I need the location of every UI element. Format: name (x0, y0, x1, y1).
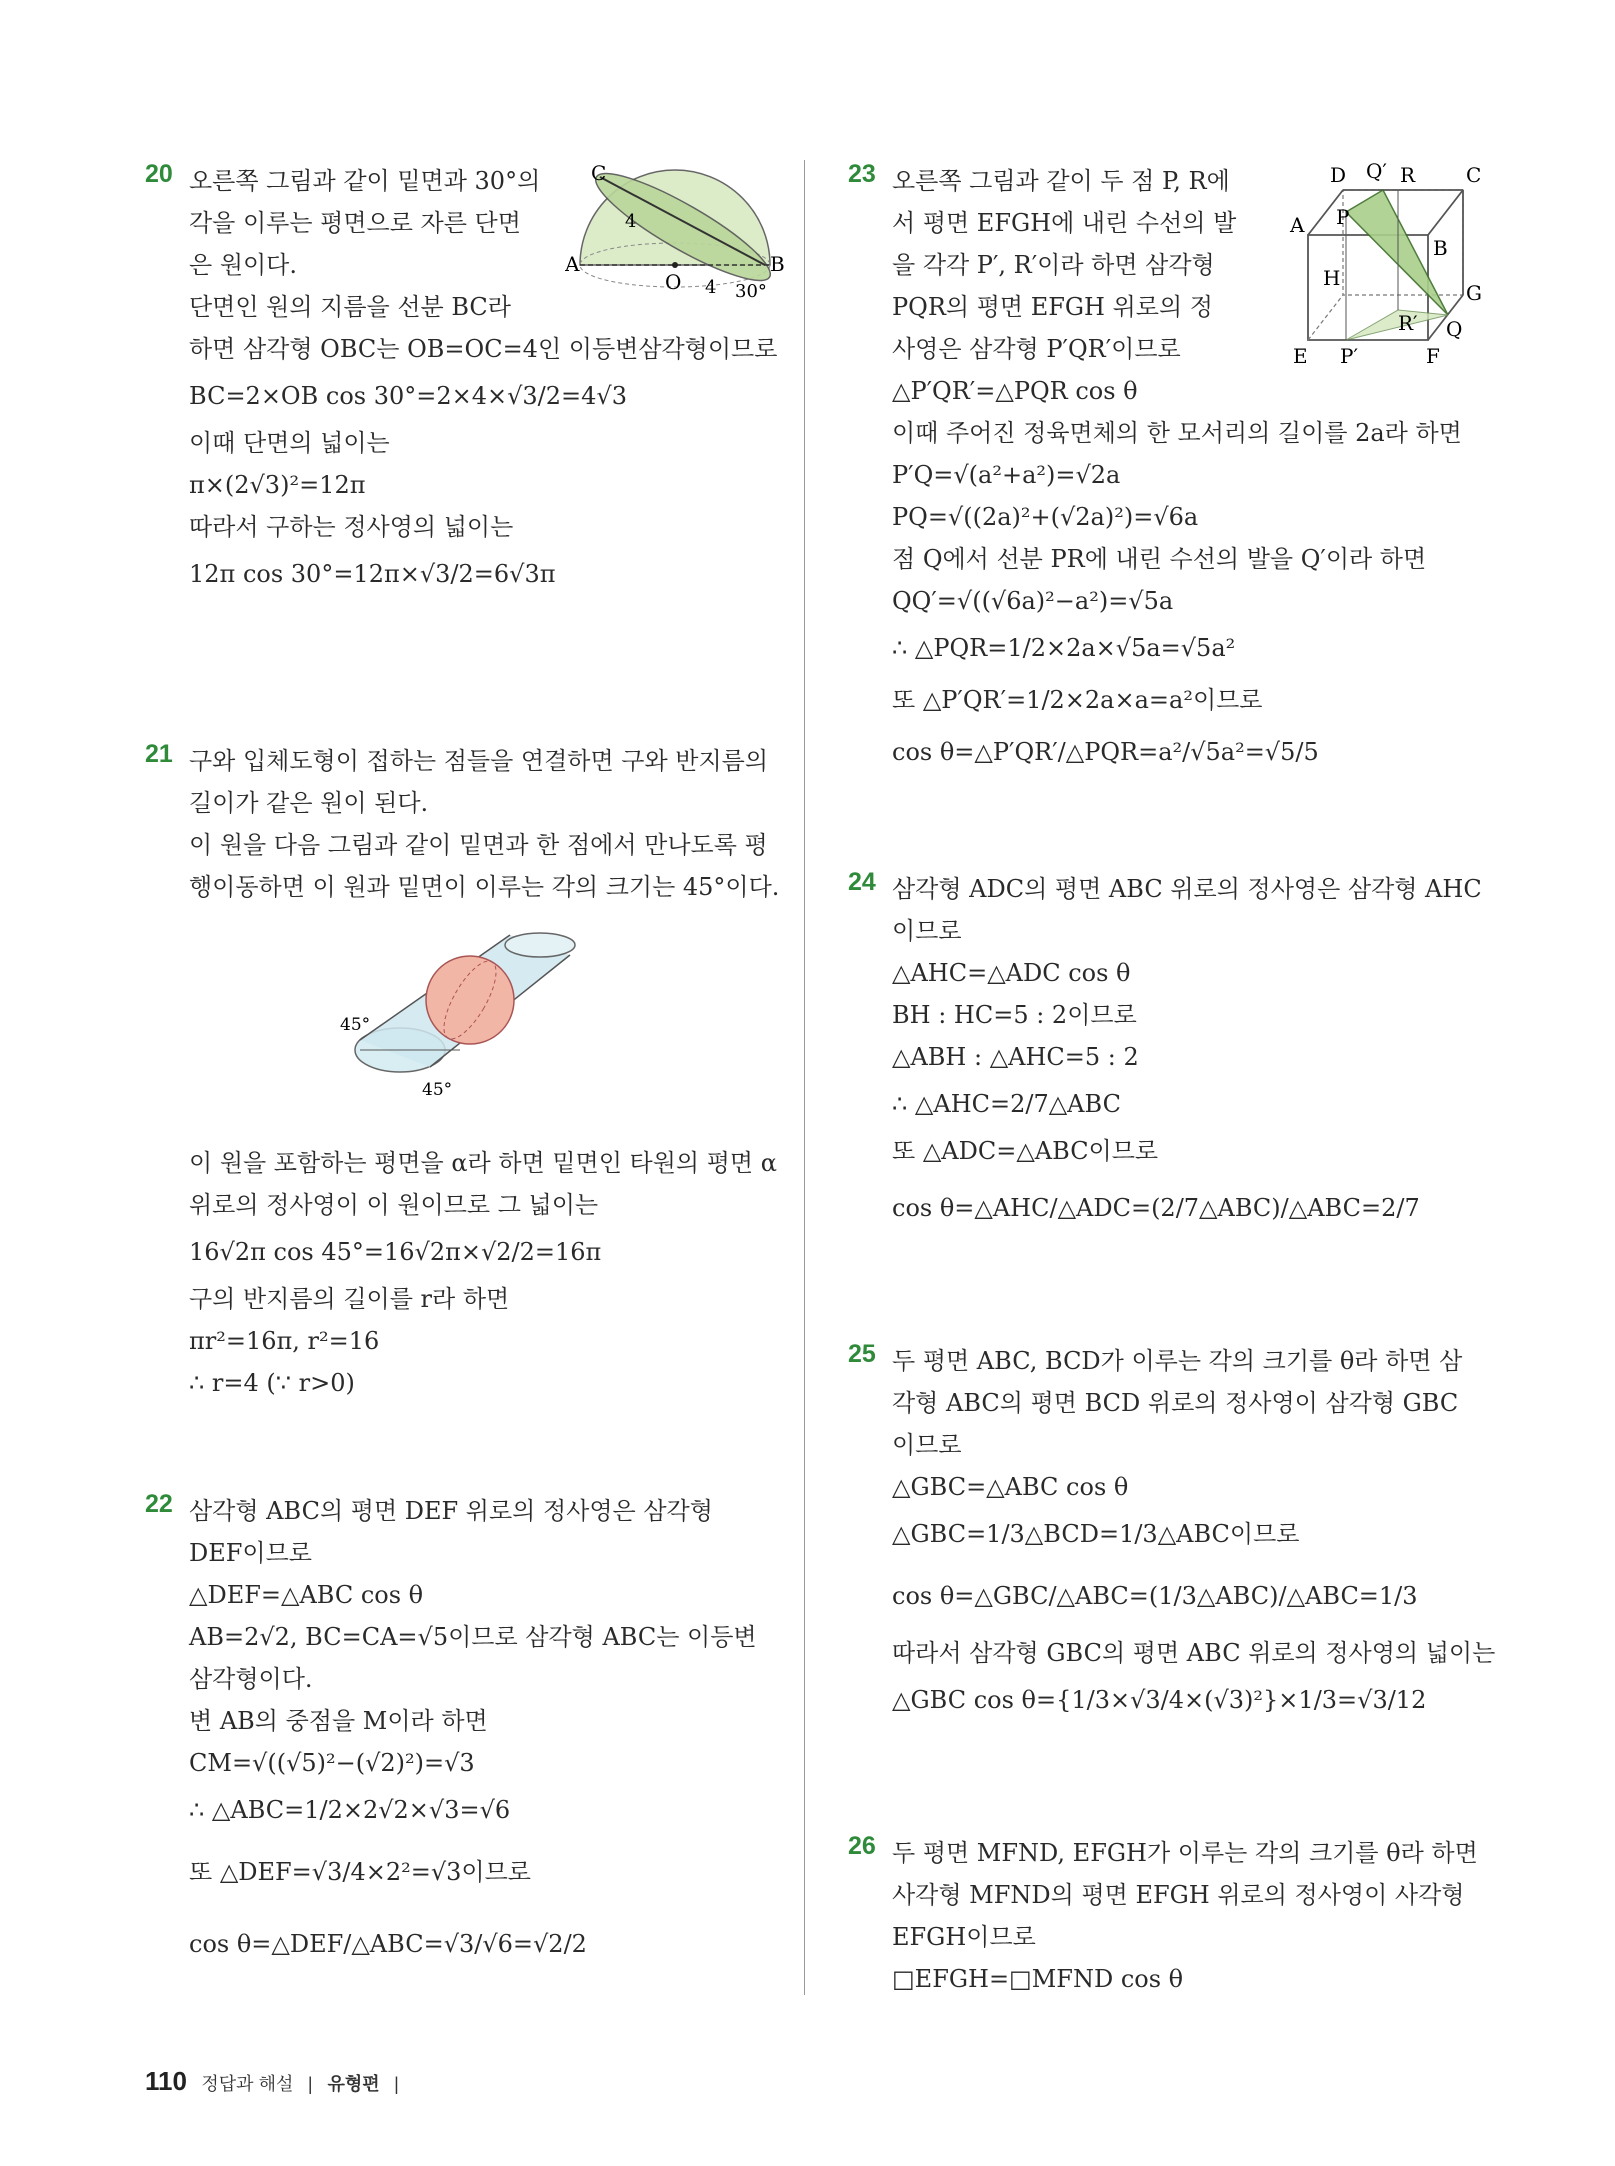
label-e: E (1293, 344, 1308, 368)
label-a: A (565, 252, 580, 276)
label-q-prime: Q′ (1366, 160, 1387, 183)
equation: 12π cos 30°=12π×√3/2=6√3π (189, 560, 556, 588)
text-line: 각형 ABC의 평면 BCD 위로의 정사영이 삼각형 GBC (892, 1389, 1459, 1417)
part-label: 유형편 (327, 2074, 380, 2094)
text-line: 두 평면 ABC, BCD가 이루는 각의 크기를 θ라 하면 삼 (892, 1347, 1463, 1375)
problem-body (892, 868, 1492, 1244)
equation: △GBC=1/3△BCD=1/3△ABC이므로 (892, 1520, 1300, 1548)
cube-figure (1268, 160, 1488, 370)
label-b: B (1433, 236, 1448, 260)
text-line: 삼각형 ADC의 평면 ABC 위로의 정사영은 삼각형 AHC (892, 875, 1482, 903)
equation: 또 △DEF=√3/4×2²=√3이므로 (189, 1858, 531, 1886)
label-a: A (1290, 213, 1305, 237)
text-line: 사각형 MFND의 평면 EFGH 위로의 정사영이 사각형 (892, 1881, 1465, 1909)
equation: △GBC=△ABC cos θ (892, 1473, 1129, 1501)
equation: cos θ=△AHC/△ADC=(2/7△ABC)/△ABC=2/7 (892, 1194, 1420, 1222)
text-line: 오른쪽 그림과 같이 두 점 P, R에 (892, 167, 1230, 195)
text-line: 단면인 원의 지름을 선분 BC라 (189, 293, 511, 321)
text-line: 각을 이루는 평면으로 자른 단면 (189, 209, 521, 237)
equation: △DEF=△ABC cos θ (189, 1581, 424, 1609)
text-line: 두 평면 MFND, EFGH가 이루는 각의 크기를 θ라 하면 (892, 1839, 1478, 1867)
text-line: 점 Q에서 선분 PR에 내린 수선의 발을 Q′이라 하면 (892, 545, 1427, 573)
text-line: 사영은 삼각형 P′QR′이므로 (892, 335, 1181, 363)
label-45deg-2: 45° (422, 1080, 453, 1100)
text-line: 행이동하면 이 원과 밑면이 이루는 각의 크기는 45°이다. (189, 873, 780, 901)
problem-number: 24 (848, 868, 876, 896)
problem-body (189, 1490, 789, 1980)
text-line: 이때 단면의 넓이는 (189, 429, 390, 457)
label-r-prime: R′ (1398, 311, 1418, 335)
text-line: 을 각각 P′, R′이라 하면 삼각형 (892, 251, 1215, 279)
label-b: B (770, 252, 785, 276)
label-c: C (1466, 163, 1482, 187)
label-r: R (1400, 163, 1416, 187)
text-line: 이때 주어진 정육면체의 한 모서리의 길이를 2a라 하면 (892, 419, 1462, 447)
problem-body (892, 1832, 1492, 2000)
label-4b: 4 (705, 277, 717, 298)
problem-number: 21 (145, 740, 173, 768)
problem-number: 23 (848, 160, 876, 188)
text-line: 위로의 정사영이 이 원이므로 그 넓이는 (189, 1191, 599, 1219)
equation: BH : HC=5 : 2이므로 (892, 1001, 1137, 1029)
problem-number: 26 (848, 1832, 876, 1860)
text-line: 또 △ADC=△ABC이므로 (892, 1137, 1159, 1165)
problem-number: 20 (145, 160, 173, 188)
text-line: 이 원을 포함하는 평면을 α라 하면 밑면인 타원의 평면 α (189, 1149, 777, 1177)
text-line: 길이가 같은 원이 된다. (189, 789, 429, 817)
equation: π×(2√3)²=12π (189, 471, 366, 499)
text-line: 이므로 (892, 917, 962, 945)
equation: □EFGH=□MFND cos θ (892, 1965, 1184, 1993)
text-line: 삼각형 ABC의 평면 DEF 위로의 정사영은 삼각형 (189, 1497, 713, 1525)
text-line: 하면 삼각형 OBC는 OB=OC=4인 이등변삼각형이므로 (189, 335, 778, 363)
label-g: G (1466, 281, 1482, 305)
equation: △ABH : △AHC=5 : 2 (892, 1043, 1139, 1071)
text-line: 오른쪽 그림과 같이 밑면과 30°의 (189, 167, 541, 195)
cylinder-sphere-figure (340, 925, 600, 1105)
label-p: P (1336, 205, 1350, 229)
problem-body (892, 1340, 1496, 1726)
label-c: C (591, 165, 607, 185)
text-line: 구와 입체도형이 접하는 점들을 연결하면 구와 반지름의 (189, 747, 769, 775)
equation: △AHC=△ADC cos θ (892, 959, 1131, 987)
text-line: 은 원이다. (189, 251, 297, 279)
text-line: DEF이므로 (189, 1539, 312, 1567)
text-line: 따라서 삼각형 GBC의 평면 ABC 위로의 정사영의 넓이는 (892, 1639, 1496, 1667)
section-label: 정답과 해설 (201, 2074, 294, 2094)
equation: 16√2π cos 45°=16√2π×√2/2=16π (189, 1238, 602, 1266)
column-divider (804, 160, 805, 1995)
equation: PQ=√((2a)²+(√2a)²)=√6a (892, 503, 1199, 531)
label-d: D (1330, 163, 1347, 187)
label-f: F (1426, 344, 1440, 368)
equation: cos θ=△GBC/△ABC=(1/3△ABC)/△ABC=1/3 (892, 1582, 1418, 1610)
label-h: H (1323, 266, 1341, 290)
equation: P′Q=√(a²+a²)=√2a (892, 461, 1121, 489)
equation: ∴ △PQR=1/2×2a×√5a=√5a² (892, 634, 1236, 662)
text-line: 변 AB의 중점을 M이라 하면 (189, 1707, 488, 1735)
equation: ∴ r=4 (∵ r>0) (189, 1369, 355, 1397)
equation: △P′QR′=△PQR cos θ (892, 377, 1138, 405)
equation: QQ′=√((√6a)²−a²)=√5a (892, 587, 1174, 615)
equation: cos θ=△P′QR′/△PQR=a²/√5a²=√5/5 (892, 738, 1319, 766)
text-line: EFGH이므로 (892, 1923, 1036, 1951)
equation: πr²=16π, r²=16 (189, 1327, 380, 1355)
label-30deg: 30° (735, 281, 767, 302)
text-line: 이 원을 다음 그림과 같이 밑면과 한 점에서 만나도록 평 (189, 831, 768, 859)
equation: ∴ △AHC=2/7△ABC (892, 1090, 1121, 1118)
equation: cos θ=△DEF/△ABC=√3/√6=√2/2 (189, 1930, 587, 1958)
equation: CM=√((√5)²−(√2)²)=√3 (189, 1749, 475, 1777)
label-o: O (665, 270, 682, 294)
problem-number: 25 (848, 1340, 876, 1368)
text-line: 이므로 (892, 1431, 962, 1459)
page-number: 110 (145, 2066, 187, 2096)
equation: BC=2×OB cos 30°=2×4×√3/2=4√3 (189, 382, 627, 410)
text-line: 구의 반지름의 길이를 r라 하면 (189, 1285, 510, 1313)
text-line: 삼각형이다. (189, 1665, 313, 1693)
problem-number: 22 (145, 1490, 173, 1518)
label-q: Q (1446, 317, 1463, 341)
page-footer: 110 정답과 해설 | 유형편 | (145, 2066, 399, 2096)
label-45deg-1: 45° (340, 1015, 371, 1035)
equation: 또 △P′QR′=1/2×2a×a=a²이므로 (892, 686, 1263, 714)
text-line: AB=2√2, BC=CA=√5이므로 삼각형 ABC는 이등변 (189, 1623, 757, 1651)
equation: ∴ △ABC=1/2×2√2×√3=√6 (189, 1796, 511, 1824)
text-line: 따라서 구하는 정사영의 넓이는 (189, 513, 514, 541)
text-line: 서 평면 EFGH에 내린 수선의 발 (892, 209, 1237, 237)
text-line: PQR의 평면 EFGH 위로의 정 (892, 293, 1213, 321)
equation: △GBC cos θ={1/3×√3/4×(√3)²}×1/3=√3/12 (892, 1686, 1427, 1714)
hemisphere-figure (565, 165, 785, 305)
label-p-prime: P′ (1340, 344, 1358, 368)
label-4a: 4 (625, 211, 637, 232)
